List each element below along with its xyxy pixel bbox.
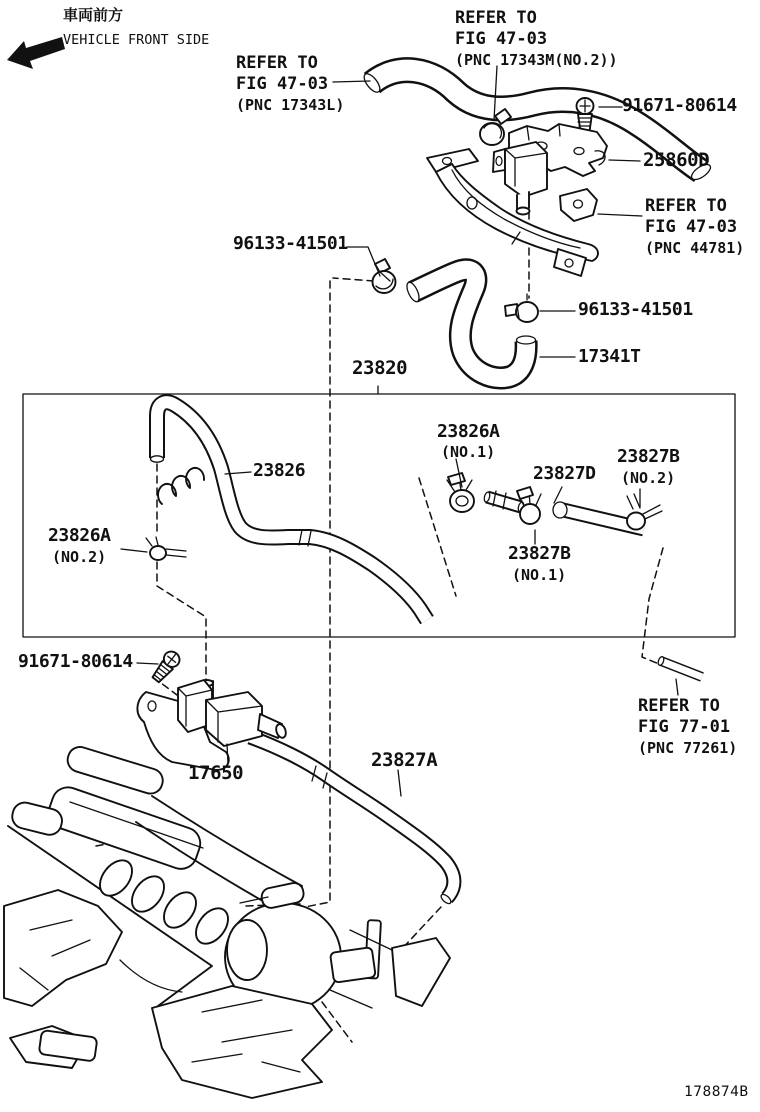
part-label-23826: 23826 — [253, 460, 306, 481]
drawing-number: 178874B — [684, 1084, 749, 1100]
figure-ref-line: FIG 47-03 — [455, 29, 548, 49]
figure-ref-pnc-line: (PNC 17343L) — [236, 96, 345, 114]
part-label-91671-80614-bottom: 91671-80614 — [18, 651, 133, 672]
vehicle-front-arrow-icon — [7, 37, 65, 69]
figure-ref-line: FIG 77-01 — [638, 717, 731, 737]
figure-ref-pnc-line: (PNC 17343M(NO.2)) — [455, 51, 618, 69]
figure-ref-line: REFER TO — [645, 196, 727, 216]
part-label-96133-41501-left: 96133-41501 — [233, 233, 348, 254]
part-label-23827d: 23827D — [533, 463, 596, 484]
part-sub-label-no1: (NO.1) — [441, 443, 496, 461]
hose-23826-drawing — [151, 402, 428, 620]
figure-ref-pnc-17343l — [236, 53, 344, 116]
part-label-23826a-no1: 23826A — [437, 421, 500, 442]
figure-ref-line: REFER TO — [236, 53, 318, 73]
part-label-96133-41501-right: 96133-41501 — [578, 299, 693, 320]
hose-17341t-drawing — [404, 270, 535, 378]
figure-ref-line: REFER TO — [455, 8, 537, 28]
part-label-23827a: 23827A — [371, 749, 438, 771]
figure-ref-pnc-line: (PNC 44781) — [645, 239, 745, 257]
part-label-23827b-no1: 23827B — [508, 543, 571, 564]
clip-23826a-no2-drawing — [146, 537, 186, 560]
figure-ref-line: FIG 47-03 — [236, 74, 329, 94]
part-label-23826a-no2: 23826A — [48, 525, 111, 546]
tube-77261-drawing — [657, 656, 702, 677]
engine-drawing — [4, 744, 450, 1098]
valve-17650-drawing — [137, 680, 287, 770]
clamp-96133-right-drawing — [505, 294, 538, 322]
figure-ref-pnc-77261 — [638, 696, 737, 759]
figure-ref-pnc-line: (PNC 77261) — [638, 739, 738, 757]
bolt-bottom-drawing — [149, 648, 182, 684]
vehicle-front-label-jp: 車両前方 — [63, 6, 124, 24]
part-label-17341t: 17341T — [578, 346, 641, 367]
part-sub-label-no2: (NO.2) — [621, 469, 676, 487]
part-sub-label-no2b: (NO.2) — [52, 548, 107, 566]
figure-ref-pnc-17343m — [455, 8, 618, 71]
part-sub-label-no1b: (NO.1) — [512, 566, 567, 584]
figure-ref-line: FIG 47-03 — [645, 217, 738, 237]
part-label-23827b-no2: 23827B — [617, 446, 680, 467]
clamp-96133-left-drawing — [373, 259, 396, 293]
figure-ref-pnc-44781 — [645, 196, 744, 259]
figure-ref-line: REFER TO — [638, 696, 720, 716]
retainer-clip-drawing — [158, 468, 204, 504]
vehicle-front-label-en: VEHICLE FRONT SIDE — [63, 32, 210, 48]
part-label-23820: 23820 — [352, 357, 408, 379]
part-label-17650: 17650 — [188, 762, 244, 784]
clip-23827b-no2-drawing — [627, 494, 662, 530]
part-label-25860d: 25860D — [643, 149, 710, 171]
part-label-91671-80614-top: 91671-80614 — [622, 95, 737, 116]
